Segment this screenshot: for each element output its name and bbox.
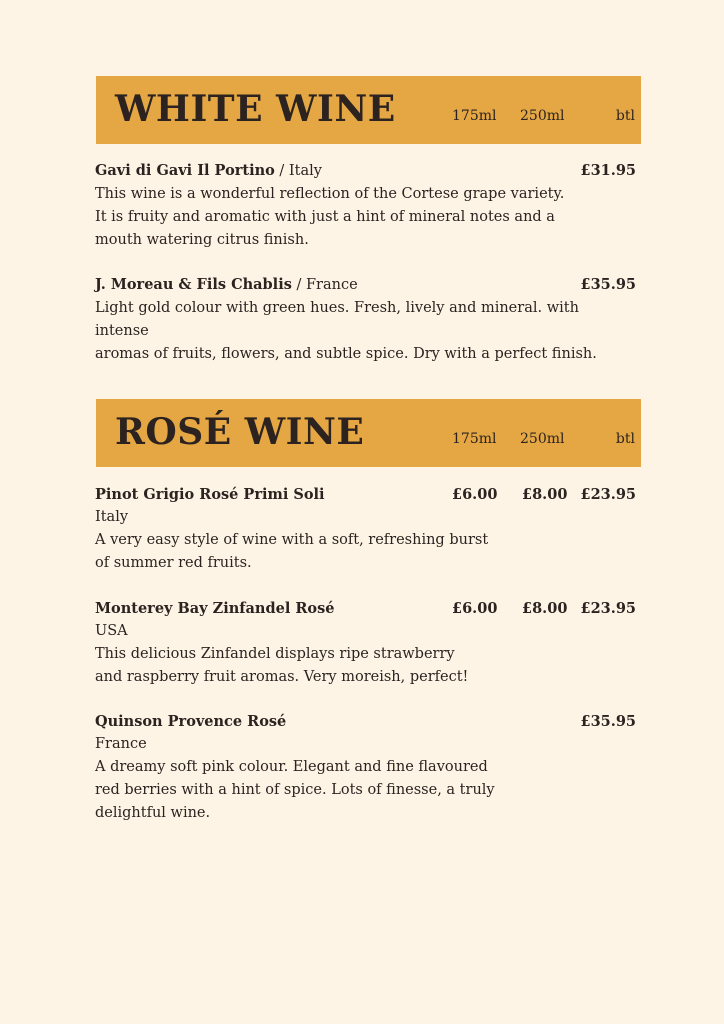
wine-name: Quinson Provence Rosé [95,713,287,730]
col-bottle-label: btl [615,431,635,447]
price-175ml: £6.00 [452,486,498,503]
wine-item-quinson-provence [95,710,640,825]
wine-description: This wine is a wonderful reflection of the Cortese grape variety. [95,186,565,202]
wine-description: and raspberry fruit aromas. Very moreish, perfect! [95,669,469,685]
price-175ml: £6.00 [452,600,498,617]
white-wine-title: WHITE WINE [115,88,396,130]
col-175ml-label: 175ml [452,431,497,447]
price-bottle: £31.95 [580,162,636,179]
price-bottle: £35.95 [580,713,636,730]
wine-description: A dreamy soft pink colour. Elegant and fine flavoured [95,759,488,775]
price-bottle: £35.95 [580,276,636,293]
col-250ml-label: 250ml [520,108,565,124]
wine-description: This delicious Zinfandel displays ripe strawberry [95,646,455,662]
wine-title-line [95,159,640,183]
col-250ml-label: 250ml [520,431,565,447]
wine-origin: USA [95,623,128,639]
wine-name: Pinot Grigio Rosé Primi Soli [95,486,325,503]
rose-wine-title: ROSÉ WINE [115,411,365,453]
wine-description: delightful wine. [95,805,211,821]
rose-wine-header [96,399,641,467]
price-250ml: £8.00 [522,600,568,617]
wine-item-pinot-grigio-rose [95,483,640,575]
wine-item-chablis [95,273,640,366]
wine-item-monterey-bay [95,597,640,689]
col-bottle-label: btl [615,108,635,124]
wine-item-gavi [95,159,640,252]
white-wine-header [96,76,641,144]
wine-name: Monterey Bay Zinfandel Rosé [95,600,335,617]
wine-description: Light gold colour with green hues. Fresh, lively and mineral. with [95,300,579,316]
wine-description: red berries with a hint of spice. Lots of finesse, a truly [95,782,495,798]
wine-title-line [95,273,640,297]
wine-description: aromas of fruits, flowers, and subtle spice. Dry with a perfect finish. [95,346,597,362]
col-175ml-label: 175ml [452,108,497,124]
wine-origin: Italy [95,509,129,525]
wine-description: intense [95,323,149,339]
wine-description: A very easy style of wine with a soft, refreshing burst [95,532,489,548]
wine-description: It is fruity and aromatic with just a hint of mineral notes and a [95,209,555,225]
wine-description: mouth watering citrus finish. [95,232,309,248]
wine-description: of summer red fruits. [95,555,252,571]
wine-name: J. Moreau & Fils Chablis [95,276,292,293]
wine-name: Gavi di Gavi Il Portino [95,162,275,179]
wine-origin: / Italy [279,163,322,179]
price-bottle: £23.95 [580,600,636,617]
wine-origin: France [95,736,147,752]
price-bottle: £23.95 [580,486,636,503]
wine-origin: / France [296,277,358,293]
price-250ml: £8.00 [522,486,568,503]
